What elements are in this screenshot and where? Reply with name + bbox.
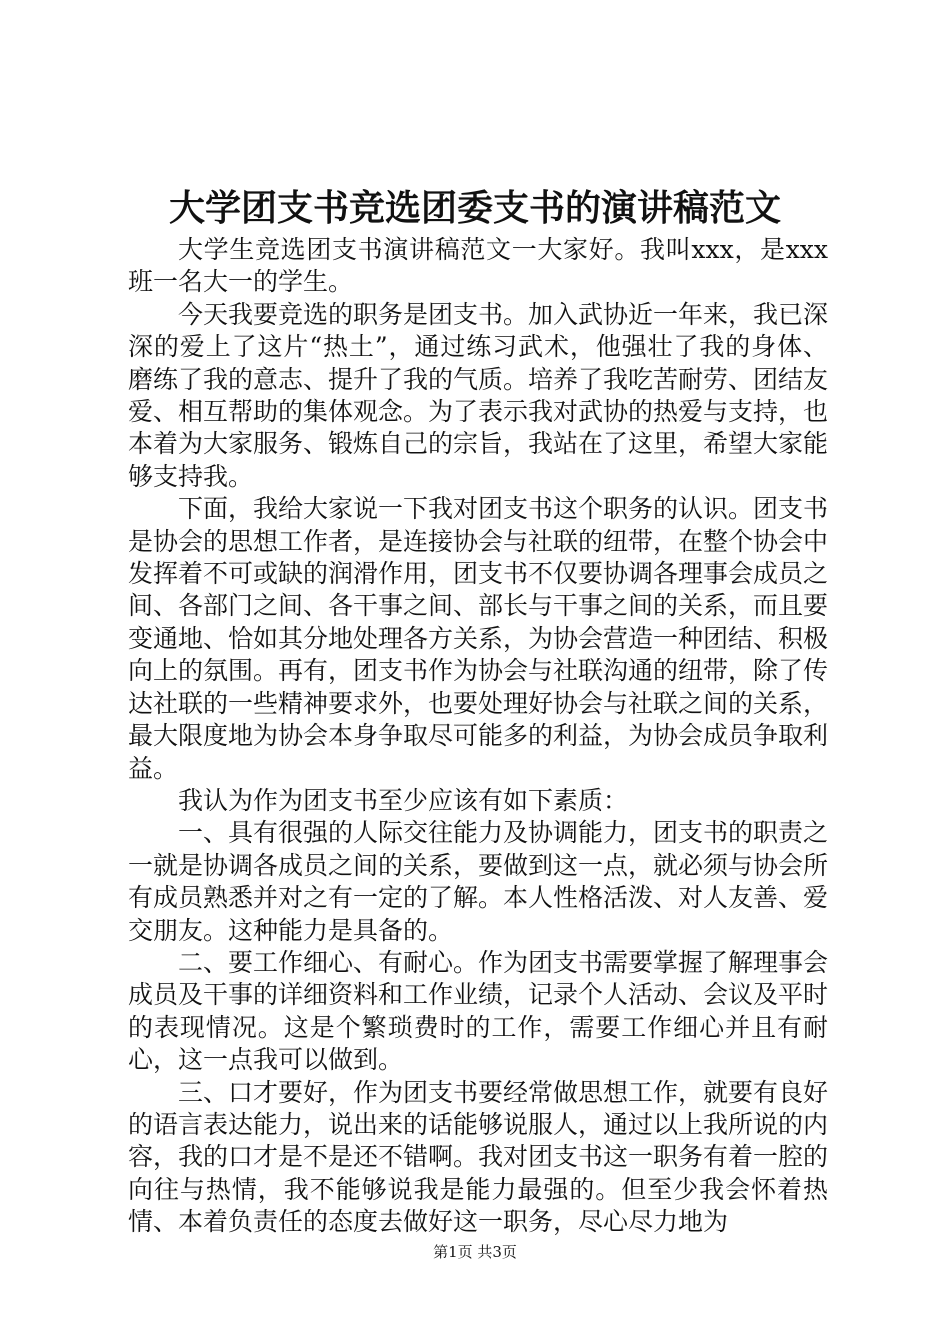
document-title: 大学团支书竞选团委支书的演讲稿范文 <box>168 187 781 229</box>
paragraph-5: 一、具有很强的人际交往能力及协调能力，团支书的职责之一就是协调各成员之间的关系，要做到这一点，就必须与协会所有成员熟悉并对之有一定的了解。本人性格活泼、对人友善、爱交朋友。这种能力是具备的。 <box>128 818 829 945</box>
paragraph-4: 我认为作为团支书至少应该有如下素质： <box>178 785 629 815</box>
paragraph-6: 二、要工作细心、有耐心。作为团支书需要掌握了解理事会成员及干事的详细资料和工作业绩，记录个人活动、会议及平时的表现情况。这是个繁琐费时的工作，需要工作细心并且有耐心，这一点我可以做到。 <box>128 947 829 1075</box>
paragraph-1: 大学生竞选团支书演讲稿范文一大家好。我叫xxx，是xxx班一名大一的学生。 <box>128 235 828 297</box>
page-footer: 第1页 共3页 <box>433 1243 517 1261</box>
paragraph-2: 今天我要竞选的职务是团支书。加入武协近一年来，我已深深的爱上了这片“热土”，通过练习武术，他强壮了我的身体、磨练了我的意志、提升了我的气质。培养了我吃苦耐劳、团结友爱、相互帮助的集体观念。为了表示我对武协的热爱与支持，也本着为大家服务、锻炼自己的宗旨，我站在了这里，希望大家能够支持我。 <box>128 299 829 491</box>
document-body <box>128 234 828 1239</box>
paragraph-7: 三、口才要好，作为团支书要经常做思想工作，就要有良好的语言表达能力，说出来的话能够说服人，通过以上我所说的内容，我的口才是不是还不错啊。我对团支书这一职务有着一腔的向往与热情，我不能够说我是能力最强的。但至少我会怀着热情、本着负责任的态度去做好这一职务，尽心尽力地为 <box>128 1077 829 1237</box>
paragraph-3: 下面，我给大家说一下我对团支书这个职务的认识。团支书是协会的思想工作者，是连接协会与社联的纽带，在整个协会中发挥着不可或缺的润滑作用，团支书不仅要协调各理事会成员之间、各部门之间、各干事之间、部长与干事之间的关系，而且要变通地、恰如其分地处理各方关系，为协会营造一种团结、积极向上的氛围。再有，团支书作为协会与社联沟通的纽带，除了传达社联的一些精神要求外，也要处理好协会与社联之间的关系，最大限度地为协会本身争取尽可能多的利益，为协会成员争取利益。 <box>128 494 829 783</box>
